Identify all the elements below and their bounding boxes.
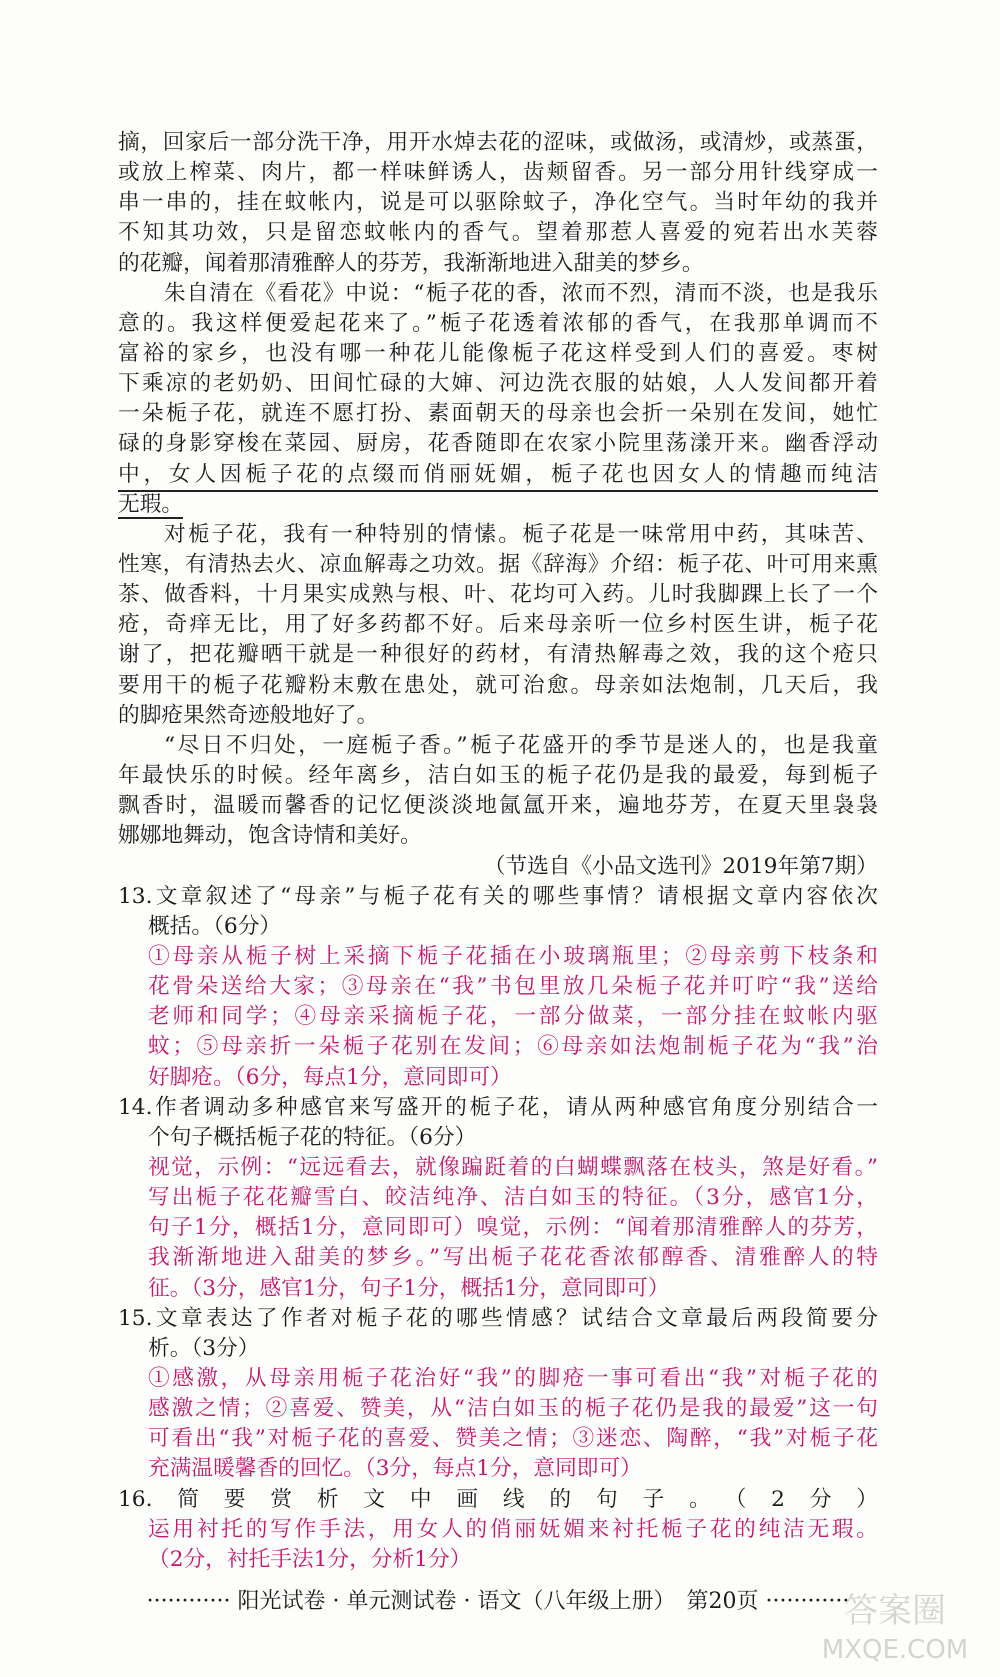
underlined-sentence-end: [118, 490, 878, 520]
passage-p3-line: 性寒，有清热去火、凉血解毒之功效。据《辞海》介绍：栀子花、叶可用来熏: [118, 552, 878, 578]
passage-p4-line: 飘香时，温暖而馨香的记忆便淡淡地氤氲开来，遍地芬芳，在夏天里袅袅: [118, 793, 878, 819]
passage-p4-line: “尽日不归处，一庭栀子香。”栀子花盛开的季节是迷人的，也是我童: [164, 732, 878, 758]
passage-p3-line: 茶、做香料，十月果实成熟与根、叶、花均可入药。儿时我脚踝上长了一个: [118, 582, 878, 608]
question-14-line: 个句子概括栀子花的特征。（6分）: [148, 1124, 477, 1150]
question-16-line: 16.简要赏析文中画线的句子。（2分）: [118, 1486, 878, 1512]
passage-p2-line: 富裕的家乡，也没有哪一种花儿能像栀子花这样受到人们的喜爱。枣树: [118, 341, 878, 367]
answer-14-line: 征。（3分，感官1分，句子1分，概括1分，意同即可）: [148, 1275, 670, 1301]
answer-14-line: 句子1分，概括1分，意同即可）嗅觉，示例：“闻着那清雅醉人的芬芳，: [148, 1215, 878, 1241]
passage-p1-line: 串一串的，挂在蚊帐内，说是可以驱除蚊子，净化空气。当时年幼的我并: [118, 190, 878, 216]
passage-p3-line: 对栀子花，我有一种特别的情愫。栀子花是一味常用中药，其味苦、: [164, 521, 878, 547]
answer-16-line: （2分，衬托手法1分，分析1分）: [148, 1546, 472, 1572]
question-15-line: 析。（3分）: [148, 1335, 260, 1361]
answer-15-line: 充满温暖馨香的回忆。（3分，每点1分，意同即可）: [148, 1456, 642, 1482]
passage-p2-line: 朱自清在《看花》中说：“栀子花的香，浓而不烈，清而不淡，也是我乐: [164, 280, 878, 306]
passage-p3-line: 谢了，把花瓣晒干就是一种很好的药材，有清热解毒之效，我的这个疮只: [118, 642, 878, 668]
passage-p1-line: 摘，回家后一部分洗干净，用开水焯去花的涩味，或做汤，或清炒，或蒸蛋，: [118, 130, 878, 155]
footer-dots-left: ············: [146, 1589, 231, 1614]
page-footer: [118, 1585, 878, 1619]
answer-16-line: 运用衬托的写作手法，用女人的俏丽妩媚来衬托栀子花的纯洁无瑕。: [148, 1516, 878, 1542]
passage-p2-line: 碌的身影穿梭在菜园、厨房，花香随即在农家小院里荡漾开来。幽香浮动: [118, 431, 878, 457]
answer-13-line: ①母亲从栀子树上采摘下栀子花插在小玻璃瓶里；②母亲剪下枝条和: [148, 943, 878, 969]
answer-14-line: 我渐渐地进入甜美的梦乡。”写出栀子花花香浓郁醇香、清雅醉人的特: [148, 1245, 878, 1271]
answer-14-line: 写出栀子花花瓣雪白、皎洁纯净、洁白如玉的特征。（3分，感官1分，: [148, 1185, 878, 1211]
passage-p1-line: 不知其功效，只是留恋蚊帐内的香气。望着那惹人喜爱的宛若出水芙蓉: [118, 220, 878, 246]
source-citation: （节选自《小品文选刊》2019年第7期）: [483, 853, 878, 879]
watermark-bottom: MXQE.COM: [821, 1635, 969, 1665]
answer-13-line: 老师和同学；④母亲采摘栀子花，一部分做菜，一部分挂在蚊帐内驱: [148, 1004, 878, 1030]
answer-15-line: 可看出“我”对栀子花的喜爱、赞美之情；③迷恋、陶醉，“我”对栀子花: [148, 1426, 878, 1452]
passage-p2-line: 下乘凉的老奶奶、田间忙碌的大婶、河边洗衣服的姑娘，人人发间都开着: [118, 371, 878, 397]
footer-dots-right: ············: [765, 1589, 850, 1614]
question-14-line: 14.作者调动多种感官来写盛开的栀子花，请从两种感官角度分别结合一: [118, 1094, 878, 1120]
passage-p1-line: 的花瓣，闻着那清雅醉人的芬芳，我渐渐地进入甜美的梦乡。: [118, 250, 704, 276]
answer-13-line: 花骨朵送给大家；③母亲在“我”书包里放几朵栀子花并叮咛“我”送给: [148, 974, 878, 1000]
answer-14-line: 视觉，示例：“远远看去，就像蹁跹着的白蝴蝶飘落在枝头，煞是好看。”: [148, 1154, 878, 1180]
question-13-line: 概括。（6分）: [148, 913, 282, 939]
watermark-top: 答案圈: [844, 1591, 946, 1631]
passage-p4-line: 年最快乐的时候。经年离乡，洁白如玉的栀子花仍是我的最爱，每到栀子: [118, 763, 878, 789]
watermark-logo: [810, 1580, 980, 1670]
footer-text: 阳光试卷 · 单元测试卷 · 语文（八年级上册） 第20页: [237, 1589, 759, 1614]
answer-13-line: 好脚疮。（6分，每点1分，意同即可）: [148, 1064, 512, 1090]
answer-15-line: ①感激，从母亲用栀子花治好“我”的脚疮一事可看出“我”对栀子花的: [148, 1365, 878, 1391]
underlined-sentence-line: 中，女人因栀子花的点缀而俏丽妩媚，栀子花也因女人的情趣而纯洁: [118, 460, 878, 492]
passage-p3-line: 的脚疮果然奇迹般地好了。: [118, 702, 379, 728]
passage-p2-line: 一朵栀子花，就连不愿打扮、素面朝天的母亲也会折一朵别在发间，她忙: [118, 401, 878, 427]
passage-p3-line: 疮，奇痒无比，用了好多药都不好。后来母亲听一位乡村医生讲，栀子花: [118, 612, 878, 638]
passage-p1-line: 或放上榨菜、肉片，都一样味鲜诱人，齿颊留香。另一部分用针线穿成一: [118, 160, 878, 186]
question-13-line: 13.文章叙述了“母亲”与栀子花有关的哪些事情？请根据文章内容依次: [118, 883, 878, 909]
answer-15-line: 感激之情；②喜爱、赞美，从“洁白如玉的栀子花仍是我的最爱”这一句: [148, 1396, 878, 1422]
passage-p2-line: 意的。我这样便爱起花来了。”栀子花透着浓郁的香气，在我那单调而不: [118, 310, 878, 336]
answer-13-line: 蚊；⑤母亲折一朵栀子花别在发间；⑥母亲如法炮制栀子花为“我”治: [148, 1034, 878, 1060]
passage-p4-line: 娜娜地舞动，饱含诗情和美好。: [118, 823, 422, 849]
underlined-sentence-tail: 无瑕。: [118, 491, 184, 517]
question-15-line: 15.文章表达了作者对栀子花的哪些情感？试结合文章最后两段简要分: [118, 1305, 878, 1331]
passage-p3-line: 要用干的栀子花瓣粉末敷在患处，就可治愈。母亲如法炮制，几天后，我: [118, 672, 878, 698]
